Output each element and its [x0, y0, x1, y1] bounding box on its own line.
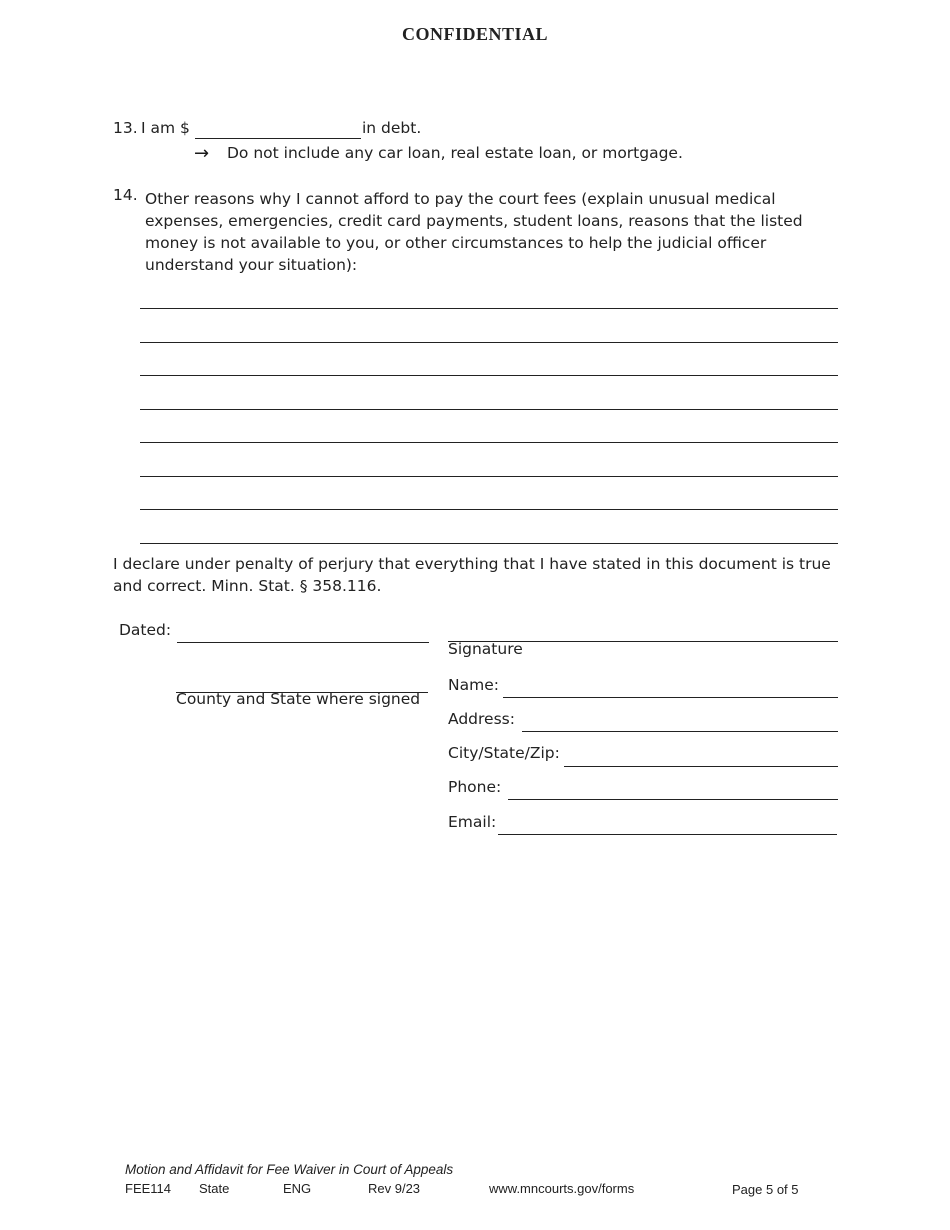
reason-line[interactable]	[140, 391, 838, 410]
reason-line[interactable]	[140, 491, 838, 510]
item-14-number: 14.	[113, 186, 138, 204]
name-field[interactable]	[503, 677, 838, 698]
reason-line[interactable]	[140, 458, 838, 477]
reason-line[interactable]	[140, 525, 838, 544]
footer-jurisdiction: State	[199, 1181, 230, 1196]
footer-language: ENG	[283, 1181, 312, 1196]
address-label: Address:	[448, 710, 515, 728]
address-field[interactable]	[522, 711, 838, 732]
perjury-declaration: I declare under penalty of perjury that everything that I have stated in this document is true and correct. Minn. Stat. § 358.116.	[113, 555, 831, 595]
reason-line[interactable]	[140, 290, 838, 309]
footer-form-code: FEE114	[125, 1181, 172, 1196]
debt-amount-field[interactable]	[195, 118, 361, 139]
page-header-confidential: CONFIDENTIAL	[401, 24, 549, 44]
arrow-right-icon: →	[194, 143, 210, 164]
dated-label: Dated:	[119, 621, 172, 639]
dated-field[interactable]	[177, 622, 429, 643]
signature-label: Signature	[448, 640, 523, 658]
email-label: Email:	[448, 813, 497, 831]
name-label: Name:	[448, 676, 499, 694]
item-13-note: Do not include any car loan, real estate loan, or mortgage.	[227, 144, 683, 162]
item-13-suffix: in debt.	[362, 119, 422, 137]
reason-line[interactable]	[140, 324, 838, 343]
city-state-zip-label: City/State/Zip:	[448, 744, 560, 762]
county-state-label: County and State where signed	[176, 690, 421, 708]
phone-label: Phone:	[448, 778, 502, 796]
item-14-text: Other reasons why I cannot afford to pay the court fees (explain unusual medical expenses, emergencies, credit card payments, student loans, reasons that the listed money is not available to you, or other circumstances to help the judicial officer understand your situation):	[145, 190, 803, 274]
reason-line[interactable]	[140, 424, 838, 443]
city-state-zip-field[interactable]	[564, 746, 838, 767]
item-13-number: 13.	[113, 119, 138, 137]
footer-page-number: Page 5 of 5	[732, 1182, 799, 1197]
footer-form-title: Motion and Affidavit for Fee Waiver in Court of Appeals	[125, 1162, 454, 1177]
reason-line[interactable]	[140, 357, 838, 376]
footer-revision: Rev 9/23	[368, 1181, 421, 1196]
item-13-prefix: I am $	[141, 119, 190, 137]
email-field[interactable]	[498, 814, 837, 835]
footer-url[interactable]: www.mncourts.gov/forms	[489, 1181, 635, 1196]
phone-field[interactable]	[508, 779, 838, 800]
